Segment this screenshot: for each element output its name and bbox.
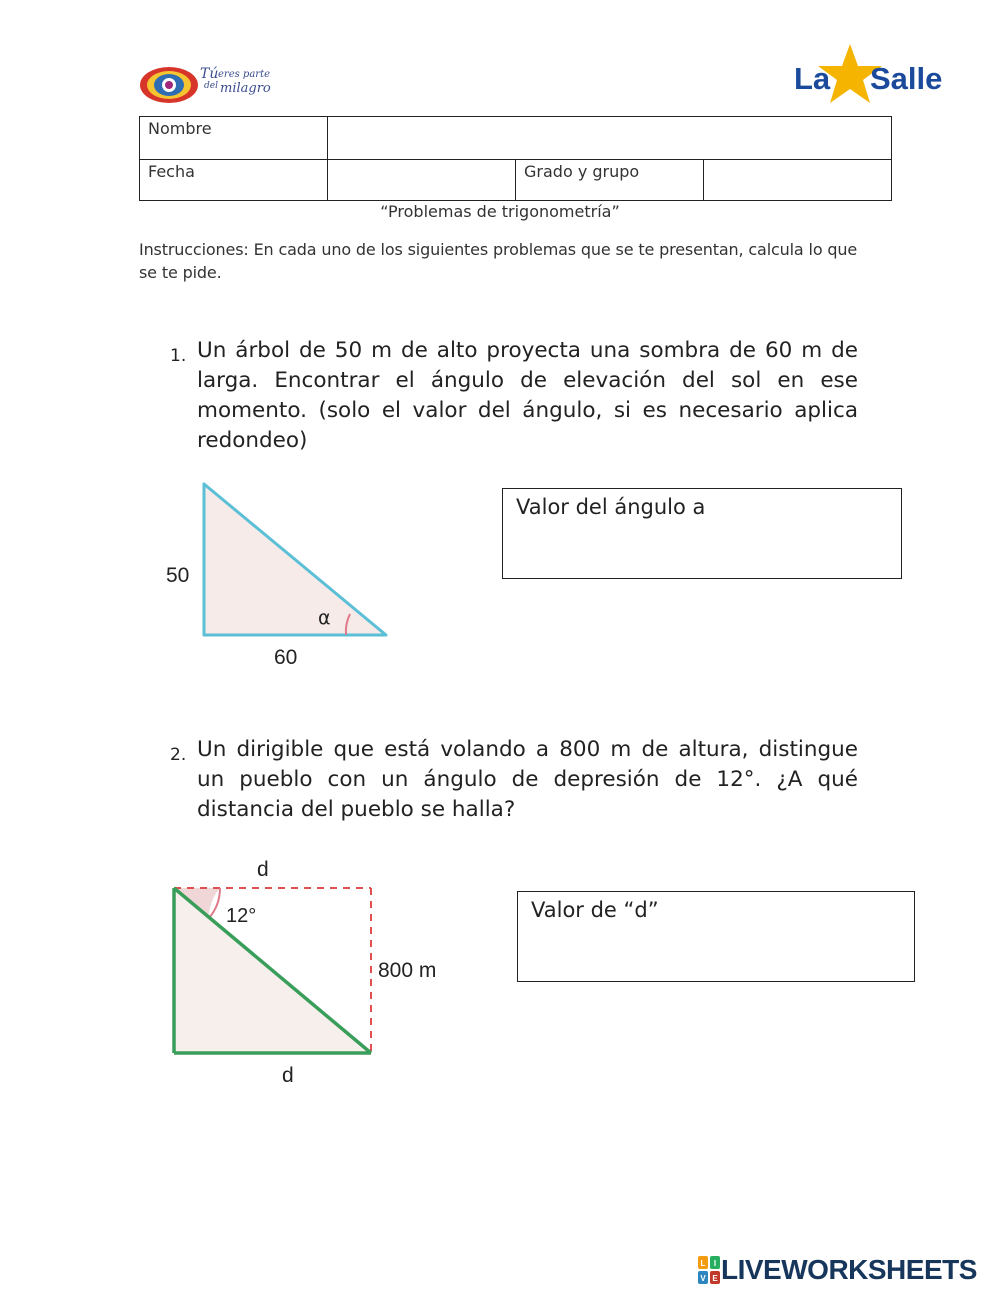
instructions-text: Instrucciones: En cada uno de los siguientes problemas que se te presentan, calcula lo que se te pide.: [139, 240, 858, 282]
school-logo-left: [138, 60, 278, 110]
svg-text:La: La: [794, 61, 831, 96]
name-field[interactable]: [328, 117, 892, 160]
la-salle-star-icon: [792, 42, 944, 110]
worksheet-title: “Problemas de trigonometría”: [380, 202, 620, 221]
svg-text:Salle: Salle: [870, 61, 943, 96]
problem-number: 1.: [170, 346, 187, 366]
problem-text: Un dirigible que está volando a 800 m de altura, distingue un pueblo con un ángulo de depresión de 12°. ¿A qué distancia del pueblo se halla?: [197, 737, 858, 822]
liveworksheets-brand: [697, 1254, 977, 1286]
right-triangle: [204, 484, 386, 635]
svg-text:milagro: milagro: [220, 81, 271, 96]
badge-letter: L: [700, 1259, 706, 1268]
height-label: 800 m: [378, 959, 437, 982]
la-salle-logo: [792, 42, 944, 110]
name-label: Nombre: [140, 117, 328, 160]
top-distance-label: d: [257, 858, 269, 881]
liveworksheets-wordmark: LIVEWORKSHEETS: [721, 1254, 977, 1285]
base-label: 60: [274, 646, 298, 669]
base-distance-label: d: [282, 1064, 294, 1087]
grade-field[interactable]: [704, 160, 892, 201]
badge-letter: I: [713, 1259, 717, 1268]
problem-1: [170, 336, 858, 456]
date-field[interactable]: [328, 160, 516, 201]
badge-letter: E: [712, 1274, 718, 1283]
triangle-figure-1: [160, 478, 400, 673]
liveworksheets-badge-icon: [697, 1255, 721, 1285]
triangle-figure-2: [160, 850, 470, 1090]
problem-text: Un árbol de 50 m de alto proyecta una sombra de 60 m de larga. Encontrar el ángulo de elevación del sol en ese momento. (solo el valor del ángulo, si es necesario aplica redondeo): [197, 338, 858, 453]
date-label: Fecha: [140, 160, 328, 201]
badge-letter: V: [700, 1274, 706, 1283]
problem-2: [170, 735, 858, 825]
height-label: 50: [166, 564, 190, 587]
student-info-table: [139, 116, 892, 201]
angle-label: α: [318, 607, 331, 629]
answer-box-1[interactable]: [502, 488, 902, 579]
grade-label: Grado y grupo: [516, 160, 704, 201]
svg-text:eres parte: eres parte: [218, 69, 271, 80]
svg-text:del: del: [204, 81, 218, 91]
answer-label: Valor del ángulo a: [516, 495, 706, 519]
answer-box-2[interactable]: [517, 891, 915, 982]
svg-text:Tú: Tú: [200, 66, 219, 82]
eye-logo-icon: [138, 60, 278, 110]
angle-label: 12°: [226, 905, 257, 927]
answer-label: Valor de “d”: [531, 898, 659, 922]
problem-number: 2.: [170, 745, 187, 765]
